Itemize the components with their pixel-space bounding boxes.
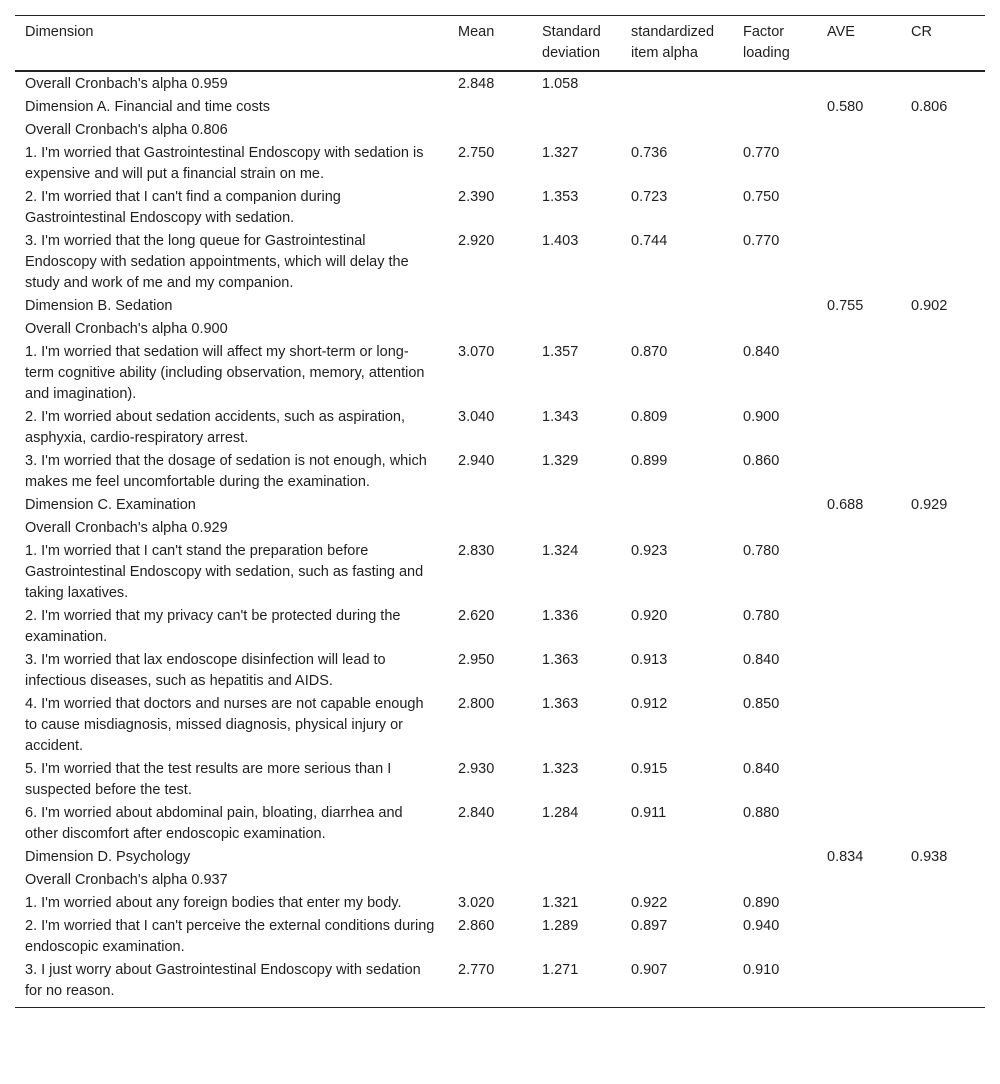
cell-standard-deviation bbox=[532, 869, 621, 892]
cell-standard-deviation: 1.353 bbox=[542, 189, 579, 205]
cell-cr bbox=[901, 758, 985, 802]
cell-cr bbox=[901, 406, 985, 450]
cell-mean: 3.040 bbox=[458, 409, 495, 425]
cell-cr bbox=[901, 892, 985, 915]
cell-cr bbox=[901, 915, 985, 959]
table-body bbox=[15, 71, 985, 1008]
cell-standardized-item-alpha bbox=[621, 517, 733, 540]
table-row bbox=[15, 892, 985, 915]
cell-dimension: 1. I'm worried that I can't stand the preparation before Gastrointestinal Endoscopy with sedation, such as fasting and taking laxatives. bbox=[25, 543, 424, 601]
cell-dimension: Dimension C. Examination bbox=[25, 497, 196, 513]
cell-factor-loading: 0.940 bbox=[743, 918, 780, 934]
cell-factor-loading: 0.770 bbox=[743, 145, 780, 161]
cell-standard-deviation: 1.323 bbox=[542, 761, 579, 777]
cell-ave bbox=[817, 649, 901, 693]
cell-standard-deviation bbox=[532, 517, 621, 540]
table-row bbox=[15, 605, 985, 649]
cell-standard-deviation bbox=[532, 119, 621, 142]
cell-standardized-item-alpha bbox=[621, 318, 733, 341]
cell-ave bbox=[817, 318, 901, 341]
cell-mean: 2.770 bbox=[458, 962, 495, 978]
cell-standardized-item-alpha: 0.922 bbox=[631, 895, 668, 911]
cell-standardized-item-alpha: 0.913 bbox=[631, 652, 668, 668]
table-row bbox=[15, 450, 985, 494]
cell-mean bbox=[448, 295, 532, 318]
cell-standardized-item-alpha: 0.736 bbox=[631, 145, 668, 161]
cell-mean bbox=[448, 96, 532, 119]
cell-standardized-item-alpha bbox=[621, 494, 733, 517]
cell-standardized-item-alpha: 0.912 bbox=[631, 696, 668, 712]
cell-cr bbox=[901, 450, 985, 494]
cell-dimension: Overall Cronbach's alpha 0.937 bbox=[25, 872, 228, 888]
cell-dimension: 6. I'm worried about abdominal pain, bloating, diarrhea and other discomfort after endoscopic examination. bbox=[25, 805, 403, 842]
cell-dimension: Overall Cronbach's alpha 0.959 bbox=[25, 76, 228, 92]
cell-standardized-item-alpha: 0.923 bbox=[631, 543, 668, 559]
cell-standard-deviation bbox=[532, 96, 621, 119]
cell-standard-deviation: 1.284 bbox=[542, 805, 579, 821]
header-standardized-item-alpha: standardized item alpha bbox=[621, 16, 733, 72]
cell-ave bbox=[817, 915, 901, 959]
cell-mean bbox=[448, 869, 532, 892]
cell-dimension: Dimension A. Financial and time costs bbox=[25, 99, 270, 115]
table-row bbox=[15, 494, 985, 517]
cell-mean: 2.940 bbox=[458, 453, 495, 469]
cell-ave: 0.834 bbox=[827, 849, 864, 865]
cell-factor-loading bbox=[733, 869, 817, 892]
cell-ave bbox=[817, 758, 901, 802]
cell-dimension: Overall Cronbach's alpha 0.929 bbox=[25, 520, 228, 536]
header-dimension: Dimension bbox=[15, 16, 448, 72]
cell-dimension: 1. I'm worried that sedation will affect my short-term or long-term cognitive ability (including observation, memory, attention and imagination). bbox=[25, 344, 425, 402]
table-row bbox=[15, 142, 985, 186]
cell-standardized-item-alpha bbox=[621, 846, 733, 869]
header-cr: CR bbox=[901, 16, 985, 72]
cell-factor-loading: 0.860 bbox=[743, 453, 780, 469]
cell-factor-loading: 0.840 bbox=[743, 652, 780, 668]
cell-standardized-item-alpha bbox=[621, 96, 733, 119]
cell-standard-deviation bbox=[532, 494, 621, 517]
cell-mean: 2.860 bbox=[458, 918, 495, 934]
cell-dimension: 1. I'm worried about any foreign bodies that enter my body. bbox=[25, 895, 402, 911]
cell-factor-loading: 0.770 bbox=[743, 233, 780, 249]
cell-mean: 3.070 bbox=[458, 344, 495, 360]
cell-mean bbox=[448, 517, 532, 540]
cell-cr: 0.902 bbox=[911, 298, 948, 314]
cell-cr bbox=[901, 649, 985, 693]
cell-standard-deviation: 1.321 bbox=[542, 895, 579, 911]
table-row bbox=[15, 186, 985, 230]
cell-standard-deviation bbox=[532, 846, 621, 869]
cell-dimension: Dimension B. Sedation bbox=[25, 298, 173, 314]
table-row bbox=[15, 649, 985, 693]
cell-dimension: 2. I'm worried that I can't perceive the external conditions during endoscopic examination. bbox=[25, 918, 435, 955]
cell-dimension: 4. I'm worried that doctors and nurses are not capable enough to cause misdiagnosis, missed diagnosis, physical injury or accident. bbox=[25, 696, 424, 754]
cell-factor-loading bbox=[733, 96, 817, 119]
cell-cr bbox=[901, 605, 985, 649]
cell-factor-loading bbox=[733, 846, 817, 869]
cell-factor-loading: 0.840 bbox=[743, 761, 780, 777]
cell-dimension: 3. I just worry about Gastrointestinal Endoscopy with sedation for no reason. bbox=[25, 962, 421, 999]
cell-mean: 2.830 bbox=[458, 543, 495, 559]
cell-standard-deviation: 1.058 bbox=[542, 76, 579, 92]
cell-standardized-item-alpha: 0.915 bbox=[631, 761, 668, 777]
cell-cr bbox=[901, 341, 985, 406]
reliability-validity-table bbox=[15, 15, 985, 1008]
table-row bbox=[15, 846, 985, 869]
cell-standard-deviation: 1.324 bbox=[542, 543, 579, 559]
table-row bbox=[15, 758, 985, 802]
cell-standard-deviation: 1.271 bbox=[542, 962, 579, 978]
cell-standard-deviation bbox=[532, 295, 621, 318]
cell-cr: 0.938 bbox=[911, 849, 948, 865]
cell-standard-deviation: 1.363 bbox=[542, 652, 579, 668]
cell-factor-loading bbox=[733, 119, 817, 142]
header-ave: AVE bbox=[817, 16, 901, 72]
cell-mean: 2.750 bbox=[458, 145, 495, 161]
table-row bbox=[15, 295, 985, 318]
cell-standardized-item-alpha: 0.744 bbox=[631, 233, 668, 249]
cell-mean bbox=[448, 119, 532, 142]
cell-ave bbox=[817, 71, 901, 96]
cell-standard-deviation: 1.327 bbox=[542, 145, 579, 161]
cell-ave bbox=[817, 341, 901, 406]
cell-dimension: Overall Cronbach's alpha 0.806 bbox=[25, 122, 228, 138]
table-row bbox=[15, 71, 985, 96]
header-row bbox=[15, 16, 985, 72]
table-row bbox=[15, 540, 985, 605]
cell-cr bbox=[901, 693, 985, 758]
cell-factor-loading: 0.750 bbox=[743, 189, 780, 205]
cell-cr bbox=[901, 869, 985, 892]
cell-mean: 2.930 bbox=[458, 761, 495, 777]
cell-ave bbox=[817, 186, 901, 230]
cell-mean bbox=[448, 494, 532, 517]
cell-ave bbox=[817, 450, 901, 494]
table-row bbox=[15, 341, 985, 406]
cell-cr bbox=[901, 959, 985, 1008]
table-row bbox=[15, 802, 985, 846]
cell-standardized-item-alpha: 0.723 bbox=[631, 189, 668, 205]
table-container bbox=[15, 15, 985, 1008]
cell-ave: 0.755 bbox=[827, 298, 864, 314]
table-row bbox=[15, 119, 985, 142]
cell-dimension: Dimension D. Psychology bbox=[25, 849, 191, 865]
cell-cr bbox=[901, 119, 985, 142]
cell-standard-deviation: 1.343 bbox=[542, 409, 579, 425]
cell-mean: 2.390 bbox=[458, 189, 495, 205]
cell-factor-loading: 0.840 bbox=[743, 344, 780, 360]
cell-standard-deviation: 1.289 bbox=[542, 918, 579, 934]
cell-factor-loading bbox=[733, 517, 817, 540]
cell-mean: 3.020 bbox=[458, 895, 495, 911]
cell-cr: 0.929 bbox=[911, 497, 948, 513]
cell-mean bbox=[448, 846, 532, 869]
cell-factor-loading bbox=[733, 318, 817, 341]
cell-factor-loading: 0.780 bbox=[743, 543, 780, 559]
cell-mean bbox=[448, 318, 532, 341]
table-header bbox=[15, 16, 985, 72]
cell-ave bbox=[817, 517, 901, 540]
cell-factor-loading: 0.880 bbox=[743, 805, 780, 821]
cell-ave bbox=[817, 142, 901, 186]
cell-ave bbox=[817, 540, 901, 605]
header-mean: Mean bbox=[448, 16, 532, 72]
cell-factor-loading bbox=[733, 494, 817, 517]
cell-mean: 2.800 bbox=[458, 696, 495, 712]
table-row bbox=[15, 869, 985, 892]
cell-ave bbox=[817, 605, 901, 649]
cell-cr bbox=[901, 142, 985, 186]
cell-dimension: 2. I'm worried that my privacy can't be protected during the examination. bbox=[25, 608, 401, 645]
cell-mean: 2.950 bbox=[458, 652, 495, 668]
cell-standard-deviation: 1.357 bbox=[542, 344, 579, 360]
cell-factor-loading: 0.890 bbox=[743, 895, 780, 911]
cell-ave bbox=[817, 230, 901, 295]
cell-dimension: 3. I'm worried that the long queue for Gastrointestinal Endoscopy with sedation appointments, which will delay the study and work of me and my companion. bbox=[25, 233, 409, 291]
cell-mean: 2.920 bbox=[458, 233, 495, 249]
cell-factor-loading: 0.910 bbox=[743, 962, 780, 978]
cell-factor-loading: 0.850 bbox=[743, 696, 780, 712]
cell-standardized-item-alpha: 0.911 bbox=[631, 805, 667, 821]
cell-dimension: 3. I'm worried that the dosage of sedation is not enough, which makes me feel uncomfortable during the examination. bbox=[25, 453, 427, 490]
cell-standardized-item-alpha: 0.809 bbox=[631, 409, 668, 425]
cell-factor-loading: 0.780 bbox=[743, 608, 780, 624]
cell-cr bbox=[901, 802, 985, 846]
table-row bbox=[15, 693, 985, 758]
cell-mean: 2.620 bbox=[458, 608, 495, 624]
cell-standard-deviation: 1.363 bbox=[542, 696, 579, 712]
cell-ave bbox=[817, 693, 901, 758]
cell-ave bbox=[817, 802, 901, 846]
table-row bbox=[15, 230, 985, 295]
cell-cr bbox=[901, 517, 985, 540]
cell-standardized-item-alpha bbox=[621, 71, 733, 96]
cell-standardized-item-alpha: 0.897 bbox=[631, 918, 668, 934]
cell-dimension: 1. I'm worried that Gastrointestinal Endoscopy with sedation is expensive and will put a financial strain on me. bbox=[25, 145, 424, 182]
table-row bbox=[15, 517, 985, 540]
cell-factor-loading bbox=[733, 71, 817, 96]
table-row bbox=[15, 406, 985, 450]
cell-factor-loading: 0.900 bbox=[743, 409, 780, 425]
cell-ave bbox=[817, 869, 901, 892]
cell-standardized-item-alpha bbox=[621, 295, 733, 318]
cell-ave bbox=[817, 119, 901, 142]
cell-cr bbox=[901, 71, 985, 96]
cell-cr bbox=[901, 318, 985, 341]
cell-factor-loading bbox=[733, 295, 817, 318]
table-row bbox=[15, 915, 985, 959]
cell-standard-deviation: 1.336 bbox=[542, 608, 579, 624]
cell-standard-deviation: 1.403 bbox=[542, 233, 579, 249]
cell-standardized-item-alpha: 0.907 bbox=[631, 962, 668, 978]
cell-cr bbox=[901, 540, 985, 605]
cell-dimension: 3. I'm worried that lax endoscope disinfection will lead to infectious diseases, such as hepatitis and AIDS. bbox=[25, 652, 386, 689]
cell-cr bbox=[901, 230, 985, 295]
cell-standardized-item-alpha: 0.899 bbox=[631, 453, 668, 469]
cell-dimension: 5. I'm worried that the test results are more serious than I suspected before the test. bbox=[25, 761, 392, 798]
table-row bbox=[15, 96, 985, 119]
cell-ave: 0.688 bbox=[827, 497, 864, 513]
cell-mean: 2.840 bbox=[458, 805, 495, 821]
table-row bbox=[15, 959, 985, 1008]
cell-ave: 0.580 bbox=[827, 99, 864, 115]
cell-standardized-item-alpha: 0.920 bbox=[631, 608, 668, 624]
cell-ave bbox=[817, 406, 901, 450]
cell-ave bbox=[817, 892, 901, 915]
cell-cr: 0.806 bbox=[911, 99, 948, 115]
cell-standardized-item-alpha bbox=[621, 119, 733, 142]
cell-standardized-item-alpha bbox=[621, 869, 733, 892]
cell-ave bbox=[817, 959, 901, 1008]
table-row bbox=[15, 318, 985, 341]
header-factor-loading: Factor loading bbox=[733, 16, 817, 72]
cell-dimension: 2. I'm worried that I can't find a companion during Gastrointestinal Endoscopy with sedation. bbox=[25, 189, 341, 226]
cell-dimension: Overall Cronbach's alpha 0.900 bbox=[25, 321, 228, 337]
cell-standardized-item-alpha: 0.870 bbox=[631, 344, 668, 360]
cell-standard-deviation bbox=[532, 318, 621, 341]
cell-mean: 2.848 bbox=[458, 76, 495, 92]
header-standard-deviation: Standard deviation bbox=[532, 16, 621, 72]
cell-dimension: 2. I'm worried about sedation accidents, such as aspiration, asphyxia, cardio-respiratory arrest. bbox=[25, 409, 405, 446]
cell-standard-deviation: 1.329 bbox=[542, 453, 579, 469]
cell-cr bbox=[901, 186, 985, 230]
